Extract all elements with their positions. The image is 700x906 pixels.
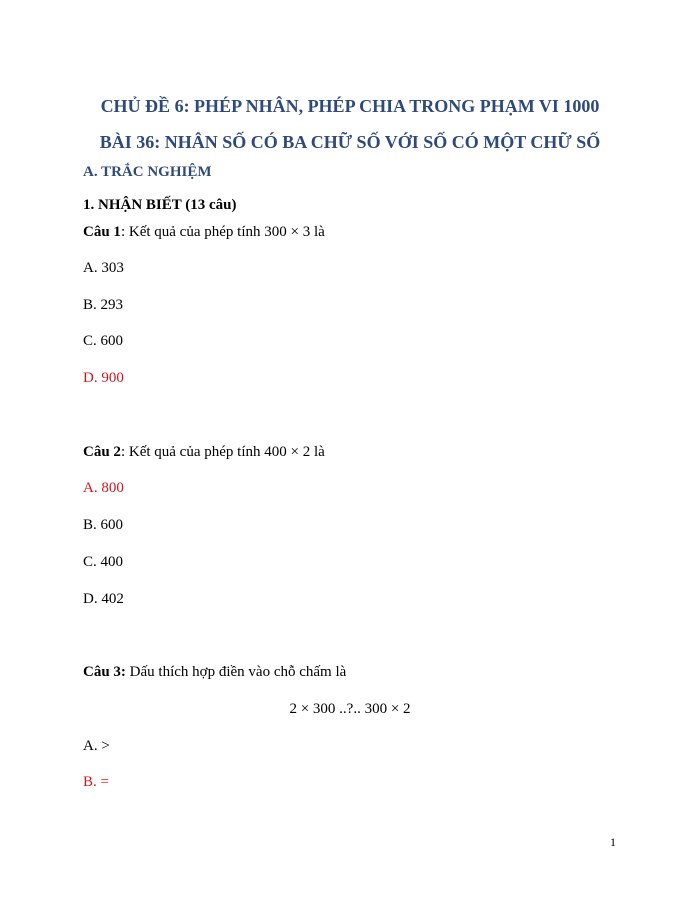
question-1-separator: : [120, 224, 129, 240]
question-3-option-a: A. > [83, 738, 110, 754]
document-title-topic: CHỦ ĐỀ 6: PHÉP NHÂN, PHÉP CHIA TRONG PHẠM VI 1000 [100, 96, 600, 116]
question-3-label: Câu 3: [83, 664, 126, 680]
question-2-option-a: A. 800 [83, 480, 124, 496]
question-2-text: Kết quả của phép tính 400 × 2 là [128, 444, 325, 460]
subsection-heading: 1. NHẬN BIẾT (13 câu) [83, 197, 237, 213]
document-title-lesson: BÀI 36: NHÂN SỐ CÓ BA CHỮ SỐ VỚI SỐ CÓ MỘT CHỮ SỐ [99, 132, 601, 152]
question-2-label: Câu 2 [83, 444, 121, 460]
page-number: 1 [610, 835, 616, 849]
question-1-option-a: A. 303 [83, 260, 124, 276]
question-2-separator: : [120, 444, 129, 460]
question-1-option-d: D. 900 [83, 370, 124, 386]
question-1-label: Câu 1 [83, 224, 121, 240]
question-1 [83, 224, 325, 241]
question-3-option-b: B. = [83, 774, 109, 790]
question-3-text: Dấu thích hợp điền vào chỗ chấm là [129, 664, 347, 680]
question-1-text: Kết quả của phép tính 300 × 3 là [128, 224, 325, 240]
question-1-option-b: B. 293 [83, 297, 124, 313]
question-2-option-c: C. 400 [83, 554, 124, 570]
question-1-option-c: C. 600 [83, 333, 124, 349]
section-heading: A. TRẮC NGHIỆM [83, 164, 212, 180]
question-3-expression: 2 × 300 ..?.. 300 × 2 [289, 701, 411, 717]
question-2-option-d: D. 402 [83, 591, 124, 607]
question-2-option-b: B. 600 [83, 517, 124, 533]
question-3 [83, 664, 346, 681]
question-2 [83, 444, 325, 461]
